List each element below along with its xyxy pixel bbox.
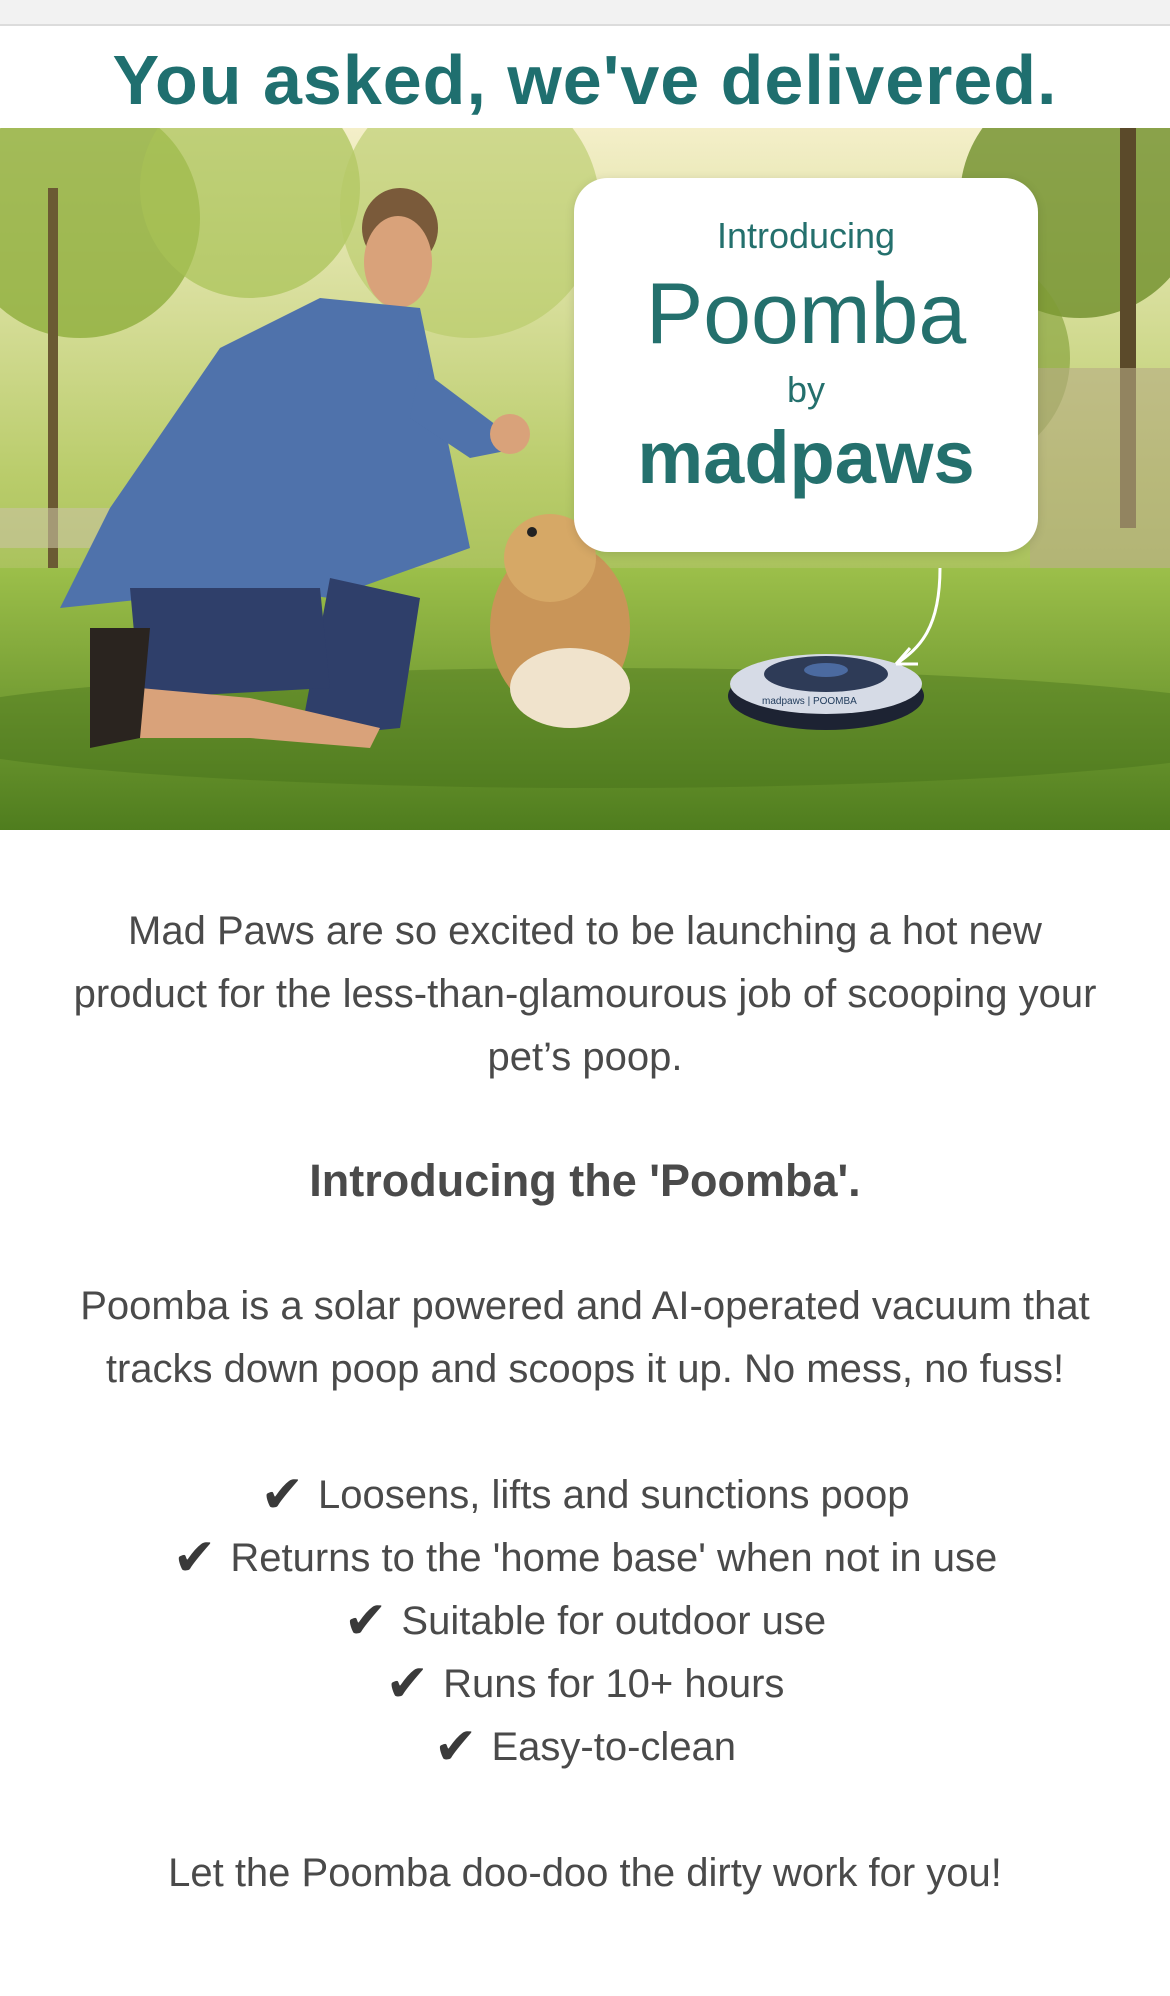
intro-card (574, 178, 1038, 552)
top-bar (0, 0, 1170, 26)
intro-card-by: by (786, 369, 826, 410)
intro-card-product-name: Poomba (645, 266, 967, 362)
hero-image (0, 128, 1170, 830)
page-headline: You asked, we've delivered. (112, 40, 1058, 119)
feature-text: Suitable for outdoor use (401, 1599, 827, 1643)
intro-card-brand-logo: madpaws (637, 416, 975, 499)
list-item (70, 1653, 1100, 1716)
list-item (70, 1590, 1100, 1653)
checkmark-icon: ✔ (385, 1655, 430, 1713)
checkmark-icon: ✔ (433, 1718, 478, 1776)
feature-text: Runs for 10+ hours (443, 1662, 785, 1706)
description-paragraph: Poomba is a solar powered and AI-operated vacuum that tracks down poop and scoops it up. No mess, no fuss! (80, 1284, 1090, 1391)
list-item (70, 1527, 1100, 1590)
intro-card-introducing: Introducing (716, 215, 896, 256)
feature-list (70, 1464, 1100, 1779)
closing-line: Let the Poomba doo-doo the dirty work for you! (168, 1851, 1002, 1895)
intro-paragraph: Mad Paws are so excited to be launching a hot new product for the less-than-glamourous job of scooping your pet’s poop. (73, 909, 1097, 1079)
list-item (70, 1464, 1100, 1527)
checkmark-icon: ✔ (172, 1529, 217, 1587)
subheading: Introducing the 'Poomba'. (309, 1155, 861, 1206)
checkmark-icon: ✔ (260, 1466, 305, 1524)
robot-vacuum-label: madpaws | POOMBA (762, 696, 857, 707)
feature-text: Loosens, lifts and sunctions poop (318, 1473, 910, 1517)
email-body (70, 900, 1100, 1905)
feature-text: Returns to the 'home base' when not in use (230, 1536, 998, 1580)
checkmark-icon: ✔ (343, 1592, 388, 1650)
list-item (70, 1716, 1100, 1779)
feature-text: Easy-to-clean (491, 1725, 737, 1769)
